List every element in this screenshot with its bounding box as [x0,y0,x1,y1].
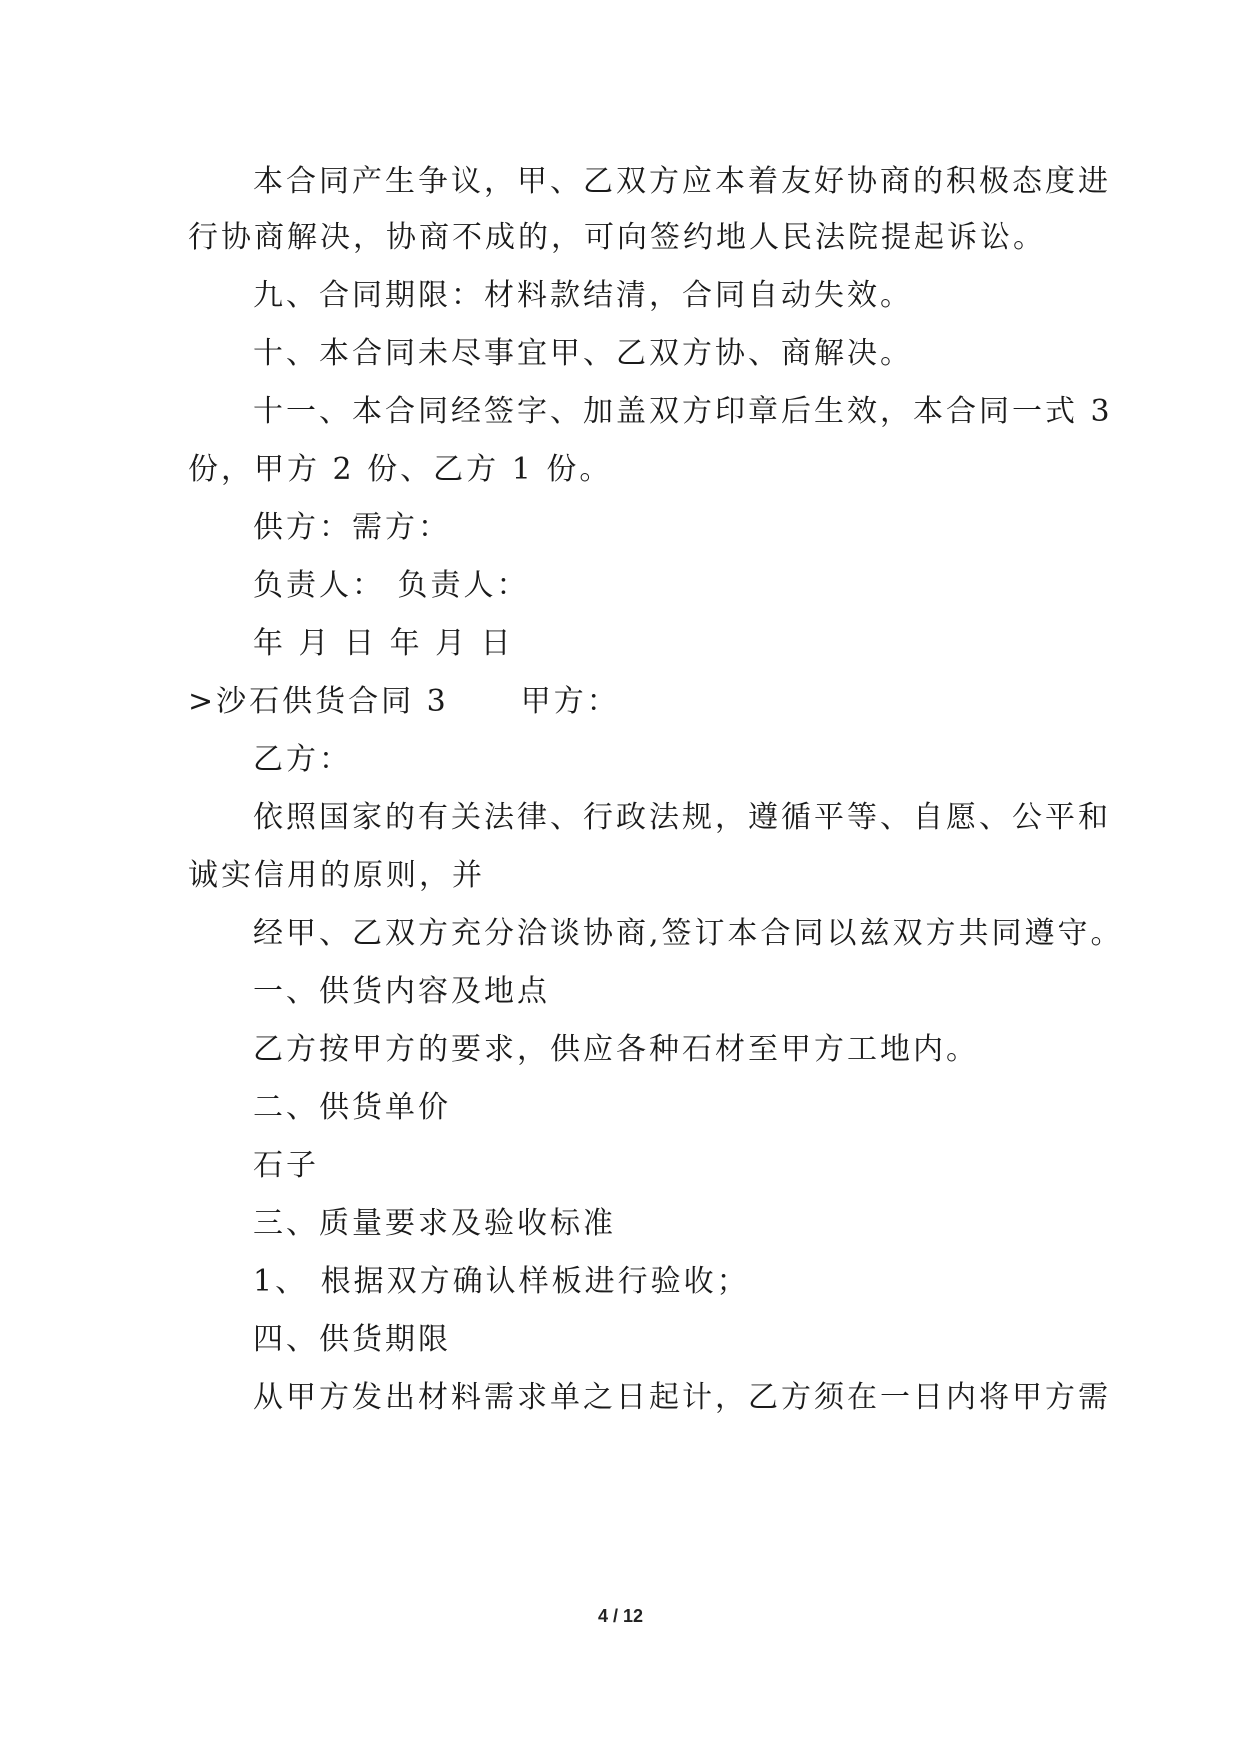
section-heading: 四、供货期限 [253,1322,451,1357]
signature-responsible: 负责人： 负责人： [253,568,530,603]
contract-title [188,682,620,722]
list-item: 1、 根据双方确认样板进行验收； [253,1264,750,1299]
party-a-label: 甲方： [520,684,620,719]
paragraph-line: 从甲方发出材料需求单之日起计，乙方须在一日内将甲方需 [253,1380,1111,1415]
paragraph-line: 份，甲方 2 份、乙方 1 份。 [188,452,613,487]
party-b-label: 乙方： [253,742,352,777]
paragraph-line: 石子 [253,1148,319,1183]
contract-title-text: >沙石供货合同 3 [188,684,449,719]
clause-nine: 九、合同期限：材料款结清，合同自动失效。 [253,278,913,313]
clause-ten: 十、本合同未尽事宜甲、乙双方协、商解决。 [253,336,913,371]
signature-date: 年 月 日 年 月 日 [253,626,514,661]
section-heading: 一、供货内容及地点 [253,974,550,1009]
section-heading: 三、质量要求及验收标准 [253,1206,616,1241]
paragraph-line: 本合同产生争议，甲、乙双方应本着友好协商的积极态度进 [253,164,1111,199]
signature-parties: 供方：需方： [253,510,451,545]
paragraph-line: 经甲、乙双方充分洽谈协商,签订本合同以兹双方共同遵守。 [253,916,1124,951]
paragraph-line: 依照国家的有关法律、行政法规，遵循平等、自愿、公平和 [253,800,1111,835]
section-heading: 二、供货单价 [253,1090,451,1125]
paragraph-line: 乙方按甲方的要求，供应各种石材至甲方工地内。 [253,1032,979,1067]
paragraph-line: 行协商解决，协商不成的，可向签约地人民法院提起诉讼。 [188,220,1046,255]
clause-eleven: 十一、本合同经签字、加盖双方印章后生效，本合同一式 3 [253,394,1113,429]
page-number: 4 / 12 [597,1606,644,1626]
paragraph-line: 诚实信用的原则，并 [188,858,485,893]
